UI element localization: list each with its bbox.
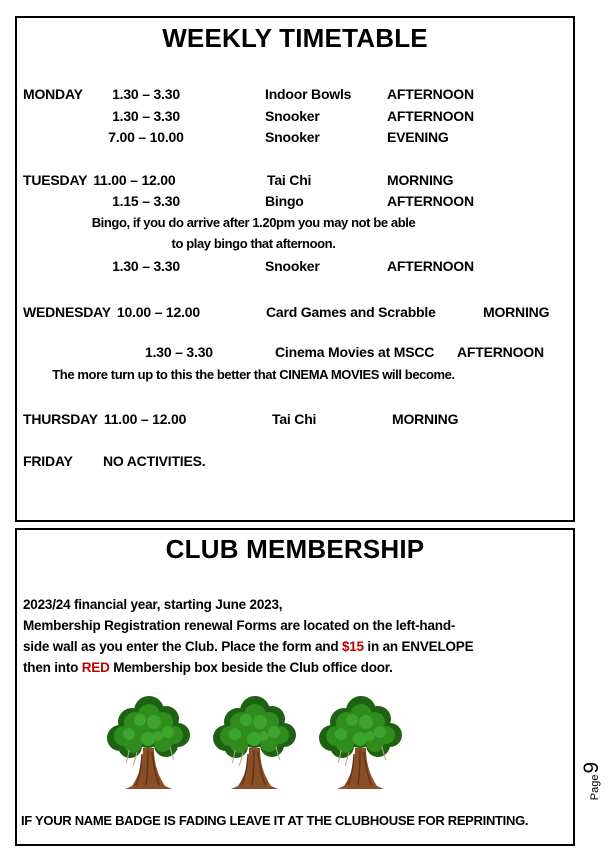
period-label: MORNING	[392, 411, 459, 427]
activity-label: Tai Chi	[267, 172, 312, 188]
table-row	[17, 303, 579, 323]
activity-label: Snooker	[265, 258, 320, 274]
table-row	[17, 452, 573, 472]
time-range: 1.30 – 3.30	[112, 86, 180, 102]
activity-label: Snooker	[265, 129, 320, 145]
table-row	[17, 192, 573, 212]
period-label: MORNING	[387, 172, 454, 188]
day-label: MONDAY	[23, 86, 83, 102]
time-range: 1.30 – 3.30	[112, 258, 180, 274]
fee-amount: $15	[341, 639, 364, 654]
bingo-note-line2: to play bingo that afternoon.	[171, 236, 336, 251]
table-row	[17, 107, 573, 127]
time-range: 11.00 – 12.00	[93, 172, 176, 188]
time-range: 1.15 – 3.30	[112, 193, 180, 209]
membership-line-2: Membership Registration renewal Forms are located on the left-hand-	[23, 618, 456, 633]
activity-label: Snooker	[265, 108, 320, 124]
day-label: WEDNESDAY	[23, 304, 111, 320]
club-membership-title: CLUB MEMBERSHIP	[165, 534, 425, 564]
day-label: FRIDAY	[23, 453, 73, 469]
table-row	[17, 257, 573, 277]
page-number-label: Page	[588, 774, 601, 801]
table-row	[17, 343, 573, 363]
day-label: TUESDAY	[23, 172, 88, 188]
period-label: AFTERNOON	[457, 344, 544, 360]
tree-icon	[102, 692, 194, 794]
period-label: AFTERNOON	[387, 193, 474, 209]
tree-icon	[314, 692, 406, 794]
activity-label: Indoor Bowls	[265, 86, 352, 102]
page-number	[570, 750, 612, 812]
membership-line-1: 2023/24 financial year, starting June 2023,	[23, 597, 283, 612]
period-label: MORNING	[483, 304, 550, 320]
badge-reprint-note: IF YOUR NAME BADGE IS FADING LEAVE IT AT THE CLUBHOUSE FOR REPRINTING.	[21, 813, 529, 828]
time-range: 1.30 – 3.30	[112, 108, 180, 124]
weekly-timetable-title: WEEKLY TIMETABLE	[162, 23, 428, 53]
period-label: AFTERNOON	[387, 86, 474, 102]
membership-line-4: then into RED Membership box beside the Club office door.	[23, 660, 393, 675]
time-range: 1.30 – 3.30	[145, 344, 213, 360]
activity-label: Bingo	[265, 193, 304, 209]
cinema-note: The more turn up to this the better that CINEMA MOVIES will become.	[52, 367, 455, 382]
table-row	[17, 410, 579, 430]
table-row	[17, 128, 573, 148]
time-range: 10.00 – 12.00	[116, 304, 200, 320]
bingo-note-line1: Bingo, if you do arrive after 1.20pm you may not be able	[91, 215, 416, 230]
period-label: AFTERNOON	[387, 108, 474, 124]
table-row	[17, 85, 573, 105]
page-number-text	[580, 762, 604, 800]
club-membership-section	[15, 528, 575, 846]
membership-line-3: side wall as you enter the Club. Place the form and $15 in an ENVELOPE	[23, 639, 474, 654]
membership-paragraph	[23, 594, 569, 678]
activity-label: Tai Chi	[272, 411, 317, 427]
tree-illustrations	[17, 690, 490, 794]
weekly-timetable-section	[15, 16, 575, 522]
period-label: EVENING	[387, 129, 449, 145]
time-range: 11.00 – 12.00	[103, 411, 187, 427]
page-number-value: 9	[579, 761, 603, 774]
tree-icon	[208, 692, 300, 794]
day-label: THURSDAY	[23, 411, 98, 427]
period-label: AFTERNOON	[387, 258, 474, 274]
red-box-word: RED	[81, 660, 110, 675]
time-range: 7.00 – 10.00	[108, 129, 184, 145]
activity-label: NO ACTIVITIES.	[103, 453, 206, 469]
activity-label: Cinema Movies at MSCC	[275, 344, 435, 360]
activity-label: Card Games and Scrabble	[266, 304, 436, 320]
table-row	[17, 171, 579, 191]
